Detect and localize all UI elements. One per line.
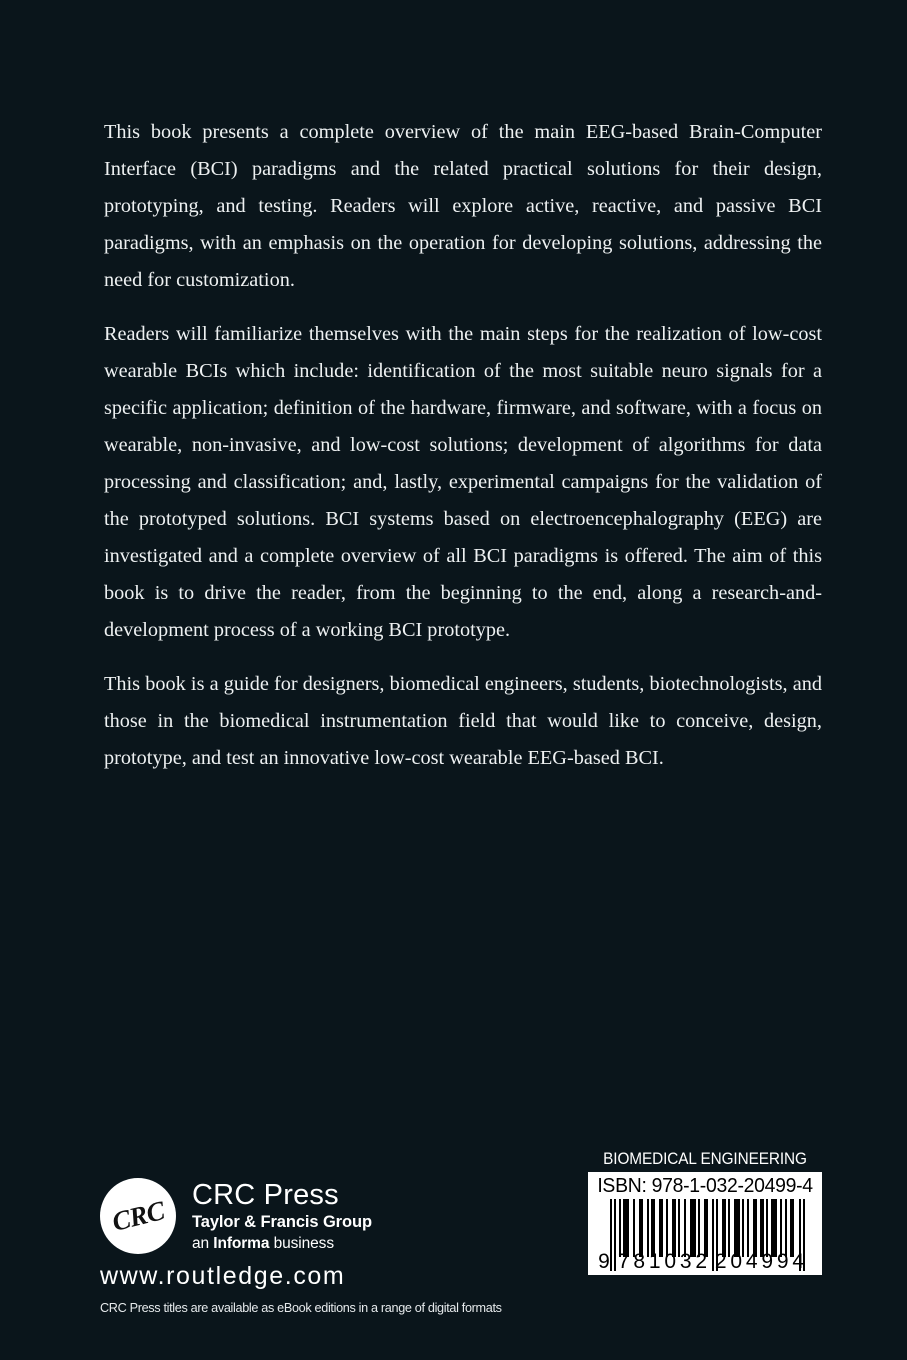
- blurb-text-block: [104, 114, 822, 777]
- informa-brand: Informa: [213, 1235, 270, 1252]
- publisher-logo-row: [100, 1178, 520, 1255]
- ebook-availability-note: CRC Press titles are available as eBook editions in a range of digital formats: [100, 1300, 502, 1315]
- publisher-name-group: [192, 1178, 372, 1255]
- crc-circle-logo-icon: [100, 1178, 176, 1254]
- ean13-human-readable-digits: [594, 1251, 816, 1272]
- blurb-paragraph-1: This book presents a complete overview of the main EEG-based Brain-Computer Interface (BCI) paradigms and the related practical solutions for their design, prototyping, and testing. Readers will explore active, reactive, and passive BCI paradigms, with an emphasis on the operation for developing solutions, addressing the need for customization.: [104, 121, 822, 291]
- publisher-informa-line: [192, 1233, 372, 1255]
- publisher-website-url[interactable]: www.routledge.com: [100, 1262, 346, 1290]
- blurb-paragraph-3: This book is a guide for designers, biomedical engineers, students, biotechnologists, and those in the biomedical instrumentation field that would like to conceive, design, prototype, and test an innovative low-cost wearable EEG-based BCI.: [104, 673, 822, 769]
- publisher-block: [100, 1178, 520, 1316]
- publisher-name: CRC Press: [192, 1179, 339, 1211]
- crc-monogram-label: CRC: [108, 1194, 167, 1237]
- blurb-paragraph-2: Readers will familiarize themselves with the main steps for the realization of low-cost wearable BCIs which include: identification of the most suitable neuro signals for a specific application; definition of the hardware, firmware, and software, with a focus on wearable, non-invasive, and low-cost solutions; development of algorithms for data processing and classification; and, lastly, experimental campaigns for the validation of the prototyped solutions. BCI systems based on electroencephalography (EEG) are investigated and a complete overview of all BCI paradigms is offered. The aim of this book is to drive the reader, from the beginning to the end, along a research-and-development process of a working BCI prototype.: [104, 323, 822, 641]
- publisher-group-name: Taylor & Francis Group: [192, 1213, 372, 1231]
- ean13-barcode-graphic: [594, 1199, 816, 1271]
- informa-suffix: business: [269, 1235, 334, 1252]
- barcode-block: [588, 1150, 822, 1275]
- subject-category-label: BIOMEDICAL ENGINEERING: [603, 1150, 807, 1168]
- ean-left-group: 7 8 1 0 3 2: [617, 1250, 708, 1273]
- ean-lead-digit: 9: [598, 1250, 610, 1273]
- ean-trailing-space: [808, 1251, 816, 1272]
- isbn-label: ISBN: 978-1-032-20499-4: [597, 1175, 813, 1197]
- informa-prefix: an: [192, 1235, 214, 1252]
- ean-right-group: 2 0 4 9 9 4: [714, 1250, 805, 1273]
- isbn-barcode-panel: [588, 1172, 822, 1275]
